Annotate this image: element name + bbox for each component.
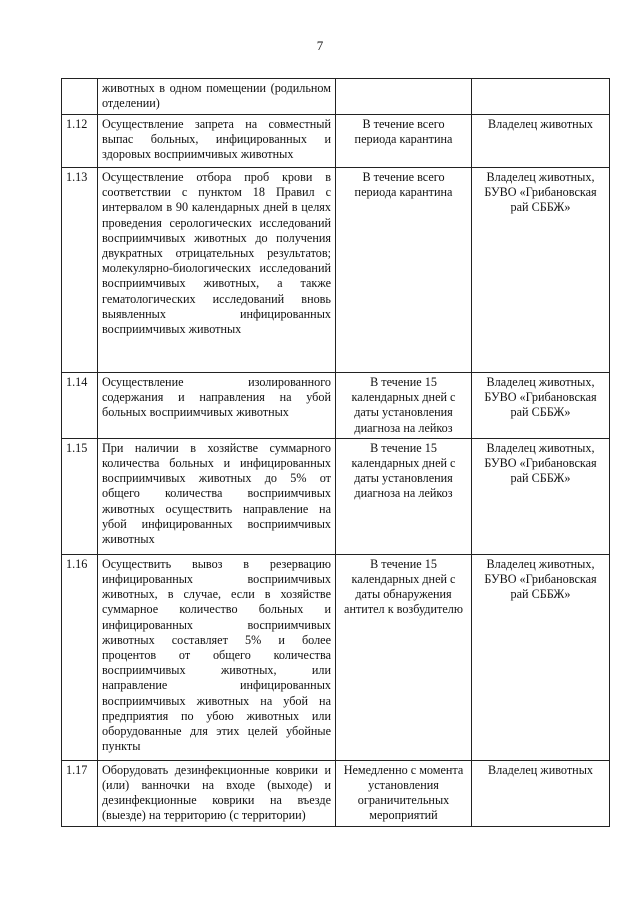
measure-responsible: Владелец животных, БУВО «Грибановская рай СББЖ»: [472, 168, 610, 373]
measure-responsible: Владелец животных: [472, 115, 610, 168]
row-number: 1.15: [62, 438, 98, 554]
measure-text: животных в одном помещении (родильном отделении): [98, 79, 336, 115]
table-row: [62, 373, 610, 439]
measure-term: В течение 15 календарных дней с даты установления диагноза на лейкоз: [336, 373, 472, 439]
measure-responsible: [472, 79, 610, 115]
row-number: 1.12: [62, 115, 98, 168]
row-number: 1.16: [62, 554, 98, 760]
measure-responsible: Владелец животных, БУВО «Грибановская рай СББЖ»: [472, 373, 610, 439]
table-row: [62, 115, 610, 168]
measure-term: В течение 15 календарных дней с даты установления диагноза на лейкоз: [336, 438, 472, 554]
measures-table: [61, 78, 610, 827]
measure-term: В течение всего периода карантина: [336, 168, 472, 373]
measure-text: Осуществить вывоз в резервацию инфицированных восприимчивых животных, в случае, если в хозяйстве суммарное количество больных и инфицированных восприимчивых животных составляет 5% и более процентов от общего количества восприимчивых животных, или направление инфицированных восприимчивых животных на убой на предприятия по убою животных или оборудованные для этих целей убойные пункты: [98, 554, 336, 760]
row-number: [62, 79, 98, 115]
page-number: 7: [316, 38, 324, 53]
table-row: [62, 554, 610, 760]
measure-text: При наличии в хозяйстве суммарного количества больных и инфицированных восприимчивых животных до 5% от общего количества восприимчивых животных осуществить направление на убой инфицированных восприимчивых животных: [98, 438, 336, 554]
row-number: 1.14: [62, 373, 98, 439]
table-row: [62, 79, 610, 115]
measure-term: Немедленно с момента установления ограничительных мероприятий: [336, 760, 472, 826]
table-row: [62, 438, 610, 554]
measure-responsible: Владелец животных, БУВО «Грибановская рай СББЖ»: [472, 438, 610, 554]
table-row: [62, 168, 610, 373]
measure-text: Оборудовать дезинфекционные коврики и (или) ванночки на входе (выходе) и дезинфекционные коврики на въезде (выезде) на территорию (с территории): [98, 760, 336, 826]
measure-responsible: Владелец животных, БУВО «Грибановская рай СББЖ»: [472, 554, 610, 760]
row-number: 1.13: [62, 168, 98, 373]
measure-responsible: Владелец животных: [472, 760, 610, 826]
measure-text: Осуществление изолированного содержания и направления на убой больных восприимчивых животных: [98, 373, 336, 439]
measure-text: Осуществление отбора проб крови в соответствии с пунктом 18 Правил с интервалом в 90 календарных дней в целях проведения серологических исследований восприимчивых животных до получения двукратных отрицательных результатов; молекулярно-биологических исследований восприимчивых животных, а также гематологических исследований вновь выявленных инфицированных восприимчивых животных: [98, 168, 336, 373]
measure-term: [336, 79, 472, 115]
measure-term: В течение всего периода карантина: [336, 115, 472, 168]
measure-term: В течение 15 календарных дней с даты обнаружения антител к возбудителю: [336, 554, 472, 760]
measure-text: Осуществление запрета на совместный выпас больных, инфицированных и здоровых восприимчивых животных: [98, 115, 336, 168]
table-row: [62, 760, 610, 826]
row-number: 1.17: [62, 760, 98, 826]
